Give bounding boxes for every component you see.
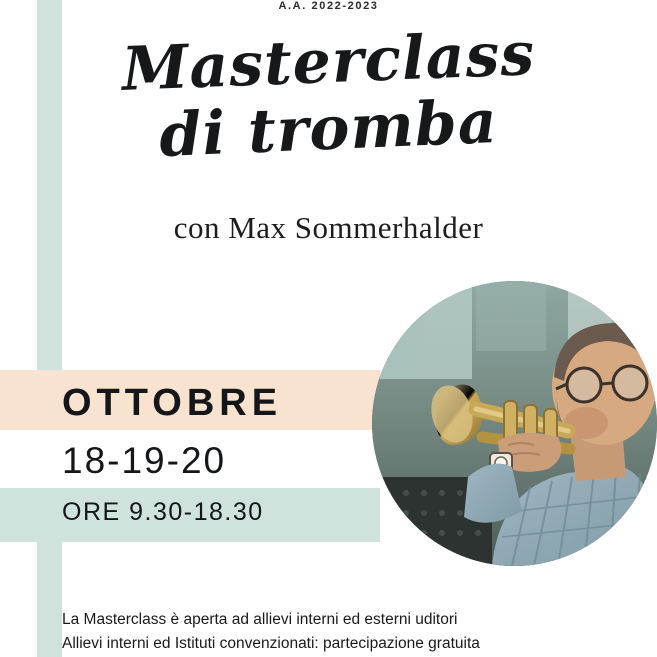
footer-note	[62, 608, 642, 656]
days-label: 18-19-20	[62, 440, 227, 481]
poster-subtitle: con Max Sommerhalder	[173, 210, 484, 245]
month-label: OTTOBRE	[62, 382, 283, 424]
hours-label: ORE 9.30-18.30	[62, 498, 264, 526]
footer-line-1: La Masterclass è aperta ad allievi interni ed esterni uditori	[62, 611, 458, 628]
footer-line-2: Allievi interni ed Istituti convenzionati: partecipazione gratuita	[62, 635, 480, 653]
photo-illustration	[372, 281, 657, 566]
poster-title	[0, 19, 657, 172]
title-line-2: di tromba	[158, 86, 499, 172]
academic-year-label: A.A. 2022-2023	[278, 0, 379, 12]
trumpet-player-photo	[372, 281, 657, 566]
title-line-1: Masterclass	[120, 19, 537, 105]
